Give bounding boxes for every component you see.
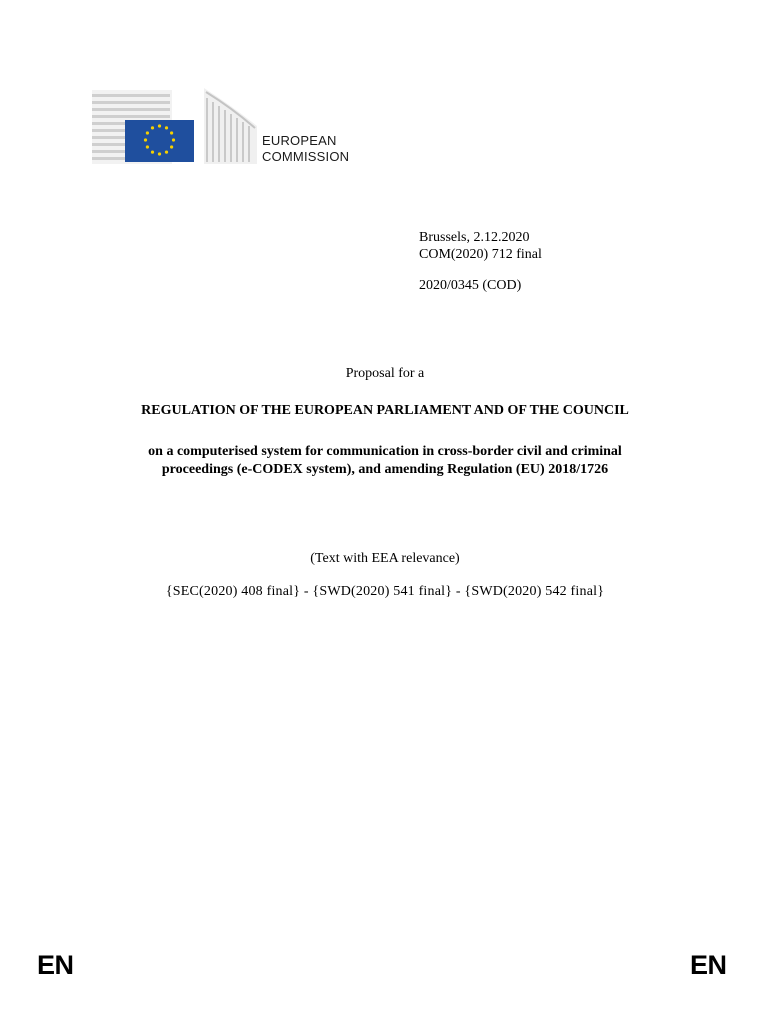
eea-relevance-note: (Text with EEA relevance)	[310, 551, 460, 566]
procedure-number: 2020/0345 (COD)	[419, 278, 522, 293]
language-code-left: EN	[37, 950, 74, 980]
com-reference: COM(2020) 712 final	[419, 247, 542, 262]
subtitle-line-1: on a computerised system for communication in cross-border civil and criminal	[148, 444, 622, 459]
place-date: Brussels, 2.12.2020	[419, 230, 530, 245]
organization-line-1: EUROPEAN	[262, 133, 337, 148]
related-documents: {SEC(2020) 408 final} - {SWD(2020) 541 final} - {SWD(2020) 542 final}	[165, 584, 605, 599]
commission-building-flag-icon	[92, 88, 262, 168]
regulation-title: REGULATION OF THE EUROPEAN PARLIAMENT AND OF THE COUNCIL	[141, 403, 629, 418]
regulation-subtitle	[0, 443, 770, 479]
organization-line-2: COMMISSION	[262, 149, 350, 164]
language-code-right: EN	[690, 950, 727, 980]
proposal-label: Proposal for a	[345, 366, 425, 381]
subtitle-line-2: proceedings (e-CODEX system), and amending Regulation (EU) 2018/1726	[161, 462, 609, 477]
organization-name	[262, 133, 349, 165]
